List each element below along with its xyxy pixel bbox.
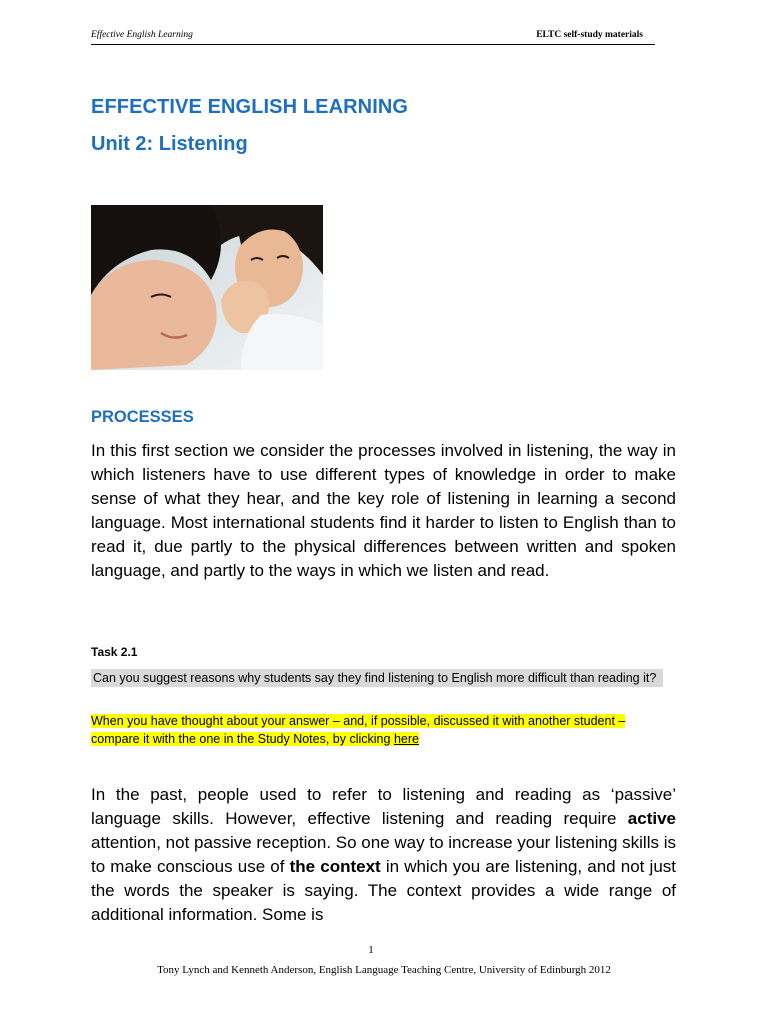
two-women-whispering-photo xyxy=(91,205,323,370)
page-header xyxy=(91,30,655,45)
context-paragraph-part2: attention, not passive reception. So one way to increase your listening skills is to make conscious use of xyxy=(91,833,676,876)
footer-credit: Tony Lynch and Kenneth Anderson, English Language Teaching Centre, University of Edinburgh 2012 xyxy=(157,964,611,976)
task-label: Task 2.1 xyxy=(91,645,138,659)
page-number: 1 xyxy=(368,944,374,956)
study-notes-link[interactable]: here xyxy=(393,732,419,746)
document-title: EFFECTIVE ENGLISH LEARNING xyxy=(91,96,409,118)
context-paragraph-part3: in which you are listening, and not just the words the speaker is saying. The context provides a wide range of additional information. Some is xyxy=(91,857,676,924)
active-bold-text: active xyxy=(627,809,676,828)
context-paragraph xyxy=(91,783,676,927)
header-left-text: Effective English Learning xyxy=(91,30,193,40)
task-instruction xyxy=(91,712,663,748)
context-paragraph-part1: In the past, people used to refer to listening and reading as ‘passive’ language skills. However, effective listening and reading require xyxy=(91,785,676,828)
processes-paragraph: In this first section we consider the processes involved in listening, the way in which listeners have to use different types of knowledge in order to make sense of what they hear, and the key role of listening in learning a second language. Most international students find it harder to listen to English than to read it, due partly to the physical differences between written and spoken language, and partly to the ways in which we listen and read. xyxy=(91,441,676,580)
unit-title: Unit 2: Listening xyxy=(91,133,248,155)
the-context-bold-text: the context xyxy=(289,857,381,876)
task-instruction-text: When you have thought about your answer – and, if possible, discussed it with another student – compare it with the one in the Study Notes, by clicking xyxy=(91,714,626,746)
task-question: Can you suggest reasons why students say they find listening to English more difficult than reading it? xyxy=(91,669,663,687)
header-right-text: ELTC self-study materials xyxy=(536,30,643,40)
section-heading: PROCESSES xyxy=(91,408,194,426)
